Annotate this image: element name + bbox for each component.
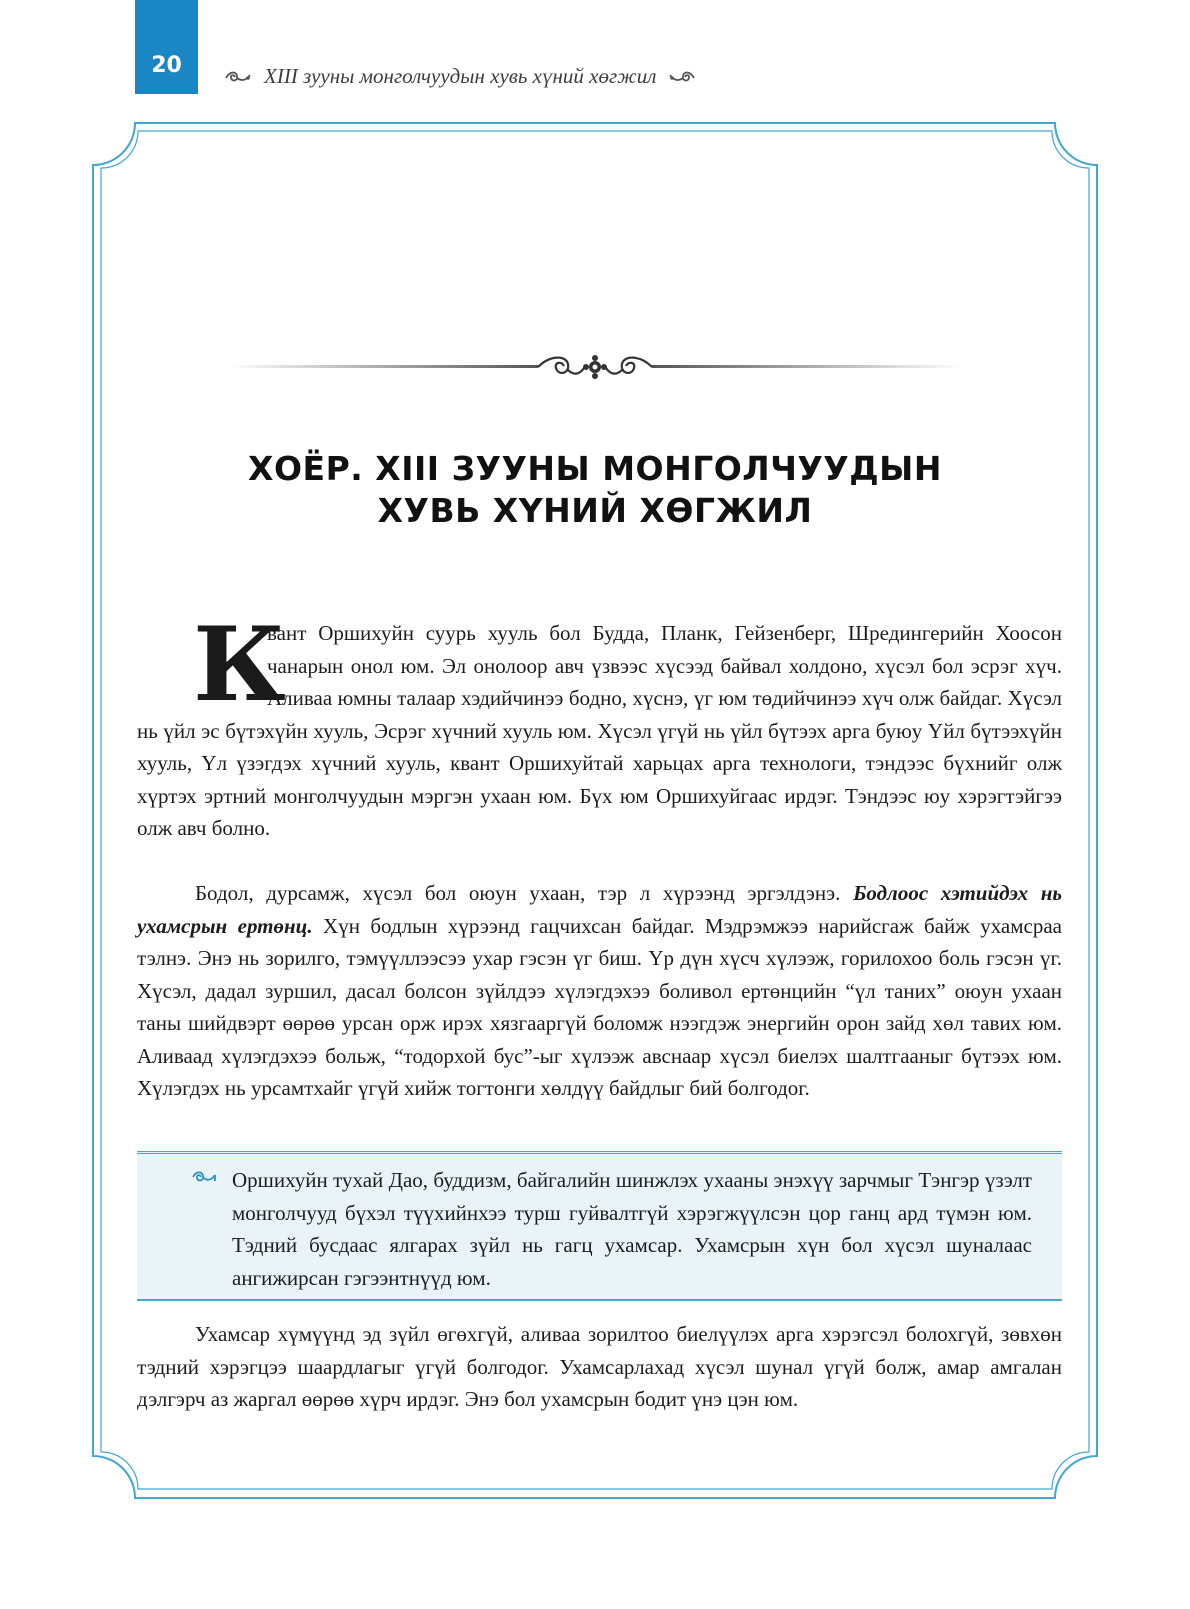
callout-box xyxy=(137,1151,1062,1301)
paragraph-2-text-start: Бодол, дурсамж, хүсэл бол оюун ухаан, тэр л хүрээнд эргэлдэнэ. xyxy=(195,881,854,905)
paragraph-2 xyxy=(137,877,1062,1105)
leaf-bullet-icon xyxy=(191,1170,217,1184)
page-number: 20 xyxy=(151,53,182,78)
callout-text: Оршихуйн тухай Дао, буддизм, байгалийн шинжлэх ухааны энэхүү зарчмыг Тэнгэр үзэлт монголчууд бүхэл түүхийнхээ турш гуйвалтгүй хэрэгжүүлсэн цор ганц ард түмэн юм. Тэдний бусдаас ялгарах зүйл нь гагц ухамсар. Ухамсрын хүн бол хүсэл шуналаас ангижирсан гэгээнтнүүд юм. xyxy=(232,1168,1032,1290)
running-title: XIII зууны монголчуудын хувь хүний хөгжил xyxy=(264,64,657,88)
paragraph-3-text: Ухамсар хүмүүнд эд зүйл өгөхгүй, аливаа зорилтоо биелүүлэх арга хэрэгсэл болохгүй, зөвхөн тэдний хэрэгцээ шаардлагыг үгүй болгодог. Ухамсарлахад хүсэл шунал үгүй болж, амар амгалан дэлгэрч аз жаргал өөрөө хүрч ирдэг. Энэ бол ухамсрын бодит үнэ цэн юм. xyxy=(137,1322,1062,1411)
paragraph-2-text-end: Хүн бодлын хүрээнд гацчихсан байдаг. Мэдрэмжээ нарийсгаж байж ухамсраа тэлнэ. Энэ нь зорилго, тэмүүллээсээ ухар гэсэн үг биш. Үр дүн хүсч хүлээж, горилохоо боль гэсэн үг. Хүсэл, дадал зуршил, дасал болсон зүйлдээ хүлэгдэхээ боливол ертөнцийн “үл таних” оюун ухаан таны шийдвэрт өөрөө урсан орж ирэх хязгааргүй боломж нээгдэж энергийн орон зайд хөл тавих юм. Аливаад хүлэгдэхээ больж, “тодорхой бус”-ыг хүлээж авснаар хүсэл биелэх шалтгааныг бүтээх юм. Хүлэгдэх нь урсамтхайг үгүй хийж тогтонги хөлдүү байдлыг бий болгодог. xyxy=(137,913,1062,1100)
chapter-title xyxy=(180,448,1010,532)
drop-cap: К xyxy=(193,605,286,725)
paragraph-3 xyxy=(137,1318,1062,1416)
ornamental-divider xyxy=(228,350,962,384)
paragraph-1 xyxy=(137,605,1062,845)
chapter-title-line-2: ХУВЬ ХҮНИЙ ХӨГЖИЛ xyxy=(377,491,813,530)
chapter-title-line-1: ХОЁР. XIII ЗУУНЫ МОНГОЛЧУУДЫН xyxy=(248,449,942,488)
paragraph-1-text: вант Оршихуйн суурь хууль бол Будда, Планк, Гейзенберг, Шредингерийн Хоосон чанарын онол юм. Эл онолоор авч үзвээс хүсээд байвал холдоно, хүсэл бол эсрэг хүч. Аливаа юмны талаар хэдийчинээ бодно, хүснэ, үг юм төдийчинээ хүч олж байдаг. Хүсэл нь үйл эс бүтэхүйн хууль, Эсрэг хүчний хууль юм. Хүсэл үгүй нь үйл бүтээх арга буюу Үйл бүтээхүйн хууль, Үл үзэгдэх хүчний хууль, квант Оршихуйтай харьцах арга технологи, тэндээс бүхнийг олж хүртэх эртний монголчуудын мэргэн ухаан юм. Бүх юм Оршихуйгаас ирдэг. Тэндээс юу хэрэгтэйгээ олж авч болно. xyxy=(137,621,1062,840)
paragraph-2-emphasis: Бодлоос хэтийдэх нь ухамсрын ертөнц. xyxy=(137,881,1062,938)
